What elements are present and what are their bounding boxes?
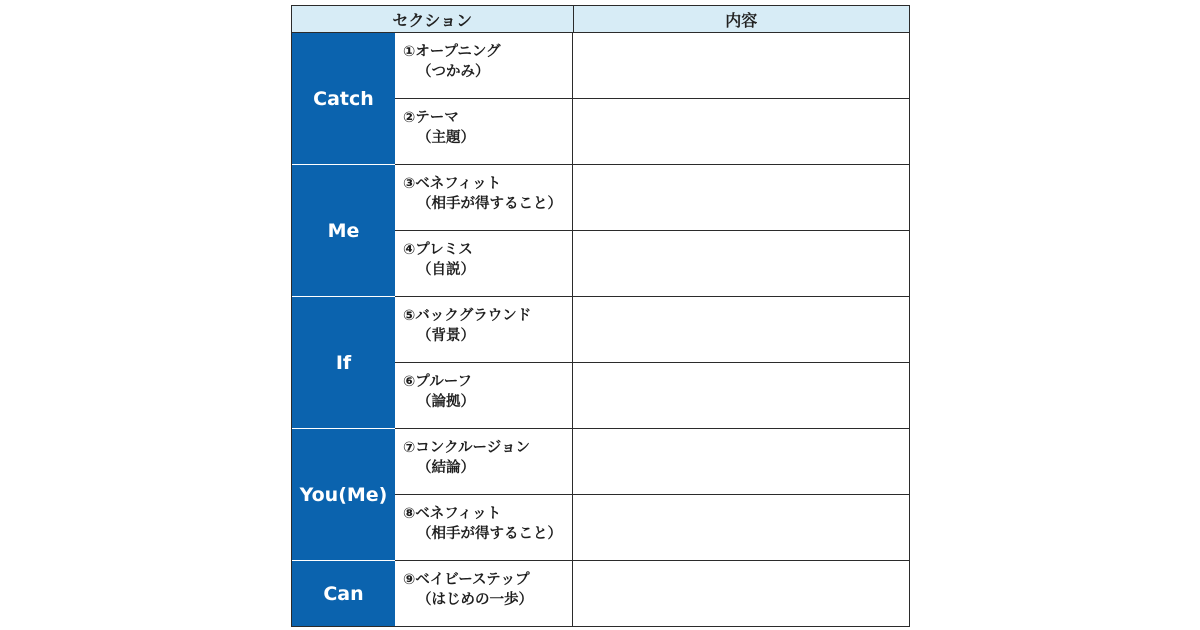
item-subtitle: （自説） — [417, 262, 475, 278]
table-row — [395, 231, 910, 297]
content-cell[interactable] — [573, 429, 910, 495]
section-label: You(Me) — [292, 429, 395, 561]
table-row — [395, 429, 910, 495]
item-title: ③ベネフィット — [403, 176, 502, 192]
content-cell[interactable] — [573, 231, 910, 297]
section-label: Me — [292, 165, 395, 297]
content-cell[interactable] — [573, 561, 910, 627]
item-subtitle: （結論） — [417, 460, 475, 476]
content-cell[interactable] — [573, 99, 910, 165]
item-cell — [395, 363, 573, 429]
item-cell — [395, 33, 573, 99]
table-row — [395, 165, 910, 231]
item-title: ①オープニング — [403, 44, 501, 60]
item-subtitle: （相手が得すること） — [417, 526, 562, 542]
item-cell — [395, 297, 573, 363]
item-cell — [395, 429, 573, 495]
content-cell[interactable] — [573, 33, 910, 99]
item-subtitle: （はじめの一歩） — [417, 592, 533, 608]
content-cell[interactable] — [573, 165, 910, 231]
table-row — [395, 561, 910, 627]
item-subtitle: （相手が得すること） — [417, 196, 562, 212]
item-title: ②テーマ — [403, 110, 459, 126]
item-title: ④プレミス — [403, 242, 473, 258]
item-title: ⑤バックグラウンド — [403, 308, 532, 324]
section-group-you-me — [292, 429, 910, 561]
content-column-header: 内容 — [574, 6, 910, 33]
table-row — [395, 99, 910, 165]
table-row — [395, 495, 910, 561]
content-cell[interactable] — [573, 363, 910, 429]
worksheet-table — [291, 5, 910, 627]
item-subtitle: （論拠） — [417, 394, 475, 410]
section-label: If — [292, 297, 395, 429]
item-cell — [395, 99, 573, 165]
section-group-can — [292, 561, 910, 627]
item-title: ⑧ベネフィット — [403, 506, 502, 522]
section-group-if — [292, 297, 910, 429]
item-title: ⑥プルーフ — [403, 374, 472, 390]
item-title: ⑦コンクルージョン — [403, 440, 530, 456]
section-group-me — [292, 165, 910, 297]
table-row — [395, 33, 910, 99]
item-subtitle: （主題） — [417, 130, 475, 146]
item-cell — [395, 495, 573, 561]
item-cell — [395, 561, 573, 627]
table-header — [292, 6, 910, 33]
item-cell — [395, 165, 573, 231]
section-group-catch — [292, 33, 910, 165]
table-row — [395, 363, 910, 429]
content-cell[interactable] — [573, 297, 910, 363]
content-cell[interactable] — [573, 495, 910, 561]
section-column-header: セクション — [292, 6, 574, 33]
section-label: Catch — [292, 33, 395, 165]
item-subtitle: （背景） — [417, 328, 475, 344]
section-label: Can — [292, 561, 395, 627]
item-cell — [395, 231, 573, 297]
item-title: ⑨ベイビーステップ — [403, 572, 530, 588]
table-row — [395, 297, 910, 363]
item-subtitle: （つかみ） — [417, 64, 490, 80]
